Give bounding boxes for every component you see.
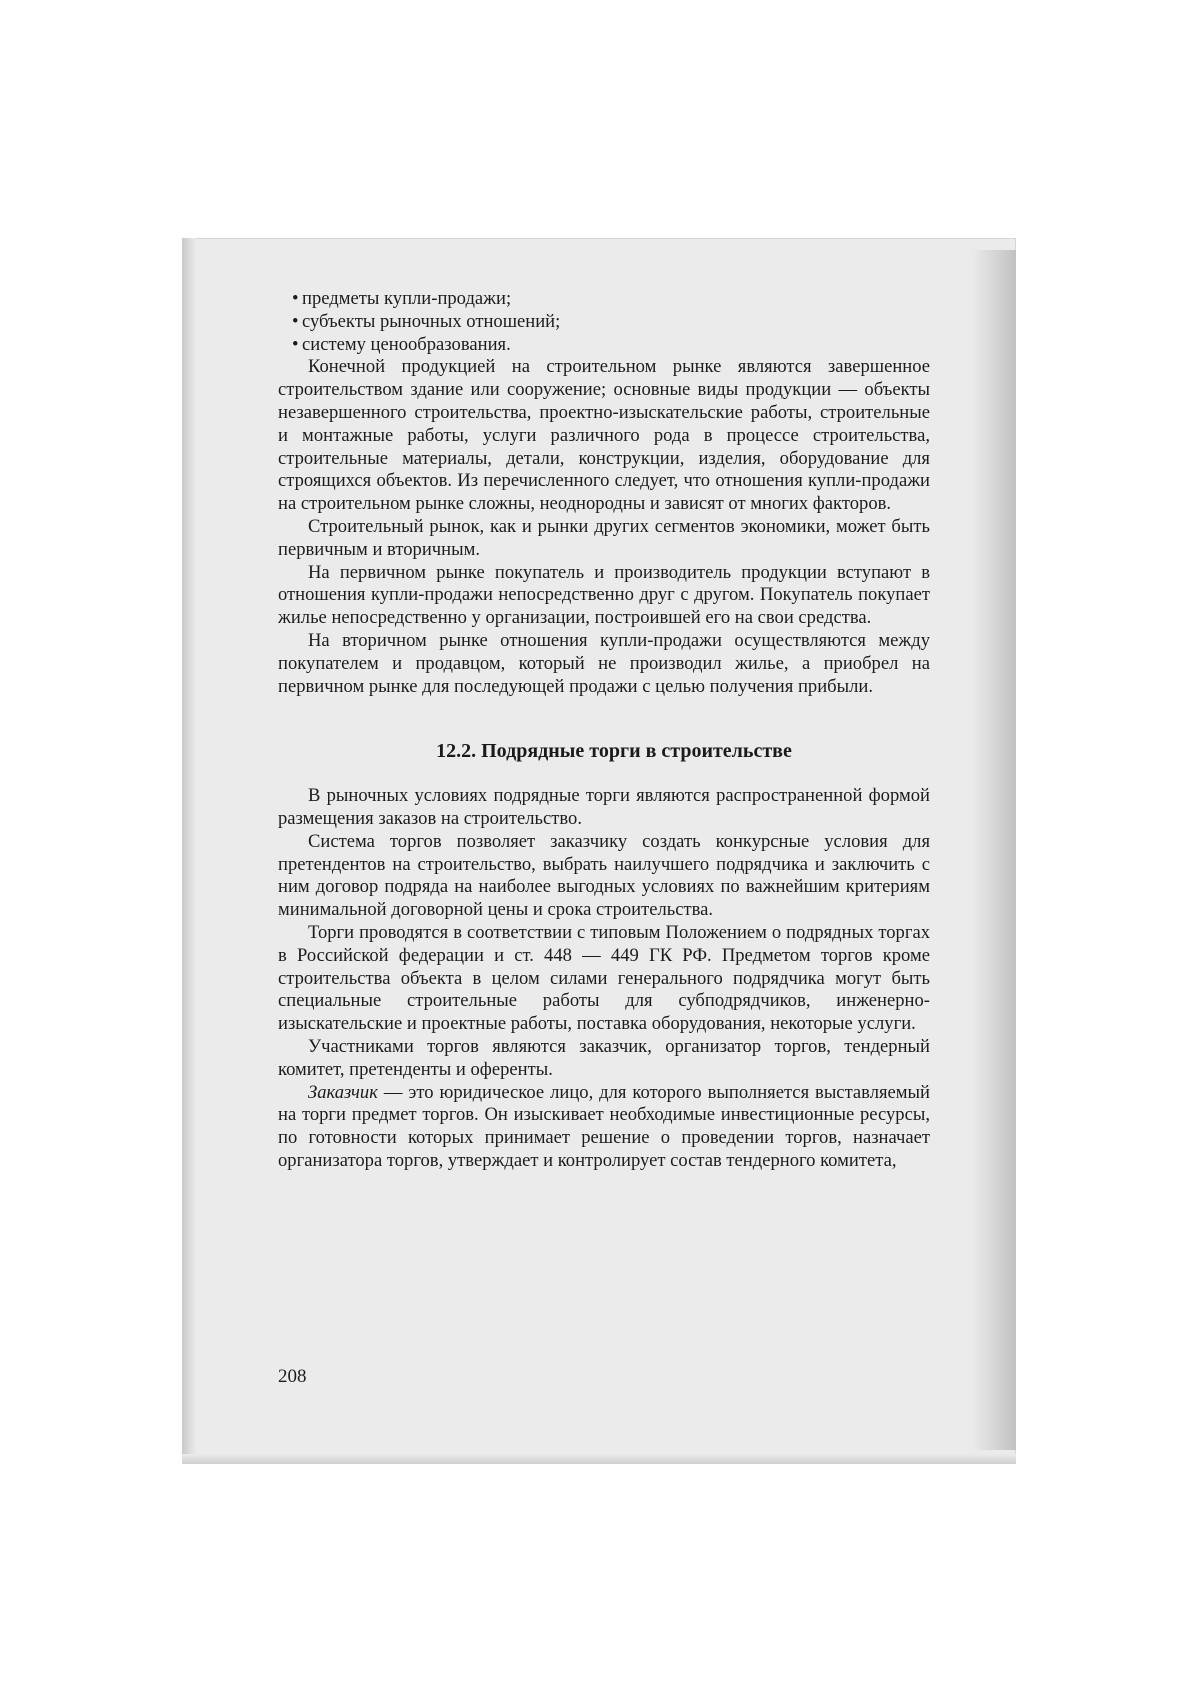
paragraph-primary-market: На первичном рынке покупатель и производитель продукции вступают в отношения купли-продажи непосредственно друг с другом. Покупатель покупает жилье непосредственно у организации, построившей его на свои средства. [278, 561, 930, 629]
bullet-list [278, 288, 930, 356]
bullet-text: систему ценообразования. [302, 333, 511, 355]
paragraph-market-types: Строительный рынок, как и рынки других сегментов экономики, может быть первичным и вторичным. [278, 515, 930, 560]
page-left-edge [182, 238, 196, 1464]
paragraph-tender-system: Система торгов позволяет заказчику создать конкурсные условия для претендентов на строительство, выбрать наилучшего подрядчика и заключить с ним договор подряда на наиболее выгодных условиях по важнейшим критериям минимальной договорной цены и срока строительства. [278, 830, 930, 921]
bullet-text: субъекты рыночных отношений; [302, 310, 561, 332]
scanned-page [182, 238, 1016, 1464]
paragraph-tender-regulation: Торги проводятся в соответствии с типовым Положением о подрядных торгах в Российской федерации и ст. 448 — 449 ГК РФ. Предметом торгов кроме строительства объекта в целом силами генерального подрядчика могут быть специальные строительные работы для субподрядчиков, инженерно-изыскательские и проектные работы, поставка оборудования, некоторые услуги. [278, 921, 930, 1035]
list-item [278, 334, 930, 357]
paragraph-secondary-market: На вторичном рынке отношения купли-продажи осуществляются между покупателем и продавцом, который не производил жилье, а приобрел на первичном рынке для последующей продажи с целью получения прибыли. [278, 629, 930, 697]
page-binding-shadow [972, 250, 1016, 1450]
paragraph-tenders-intro: В рыночных условиях подрядные торги являются распространенной формой размещения заказов на строительство. [278, 785, 930, 829]
section-heading: 12.2. Подрядные торги в строительстве [436, 740, 792, 763]
page-number: 208 [278, 1366, 307, 1387]
definition-text: — это юридическое лицо, для которого выполняется выставляемый на торги предмет торгов. Он изыскивает необходимые инвестиционные ресурсы, по готовности которых принимает решение о проведении торгов, назначает организатора торгов, утверждает и контролирует состав тендерного комитета, [278, 1081, 930, 1171]
paragraph-final-product: Конечной продукцией на строительном рынке являются завершенное строительством здание или сооружение; основные виды продукции — объекты незавершенного строительства, проектно-изыскательские работы, строительные и монтажные работы, услуги различного рода в процессе строительства, строительные материалы, детали, конструкции, изделия, оборудование для строящихся объектов. Из перечисленного следует, что отношения купли-продажи на строительном рынке сложны, неоднородны и зависят от многих факторов. [278, 356, 930, 515]
page-bottom-edge [182, 1454, 1016, 1464]
list-item [278, 311, 930, 334]
bullet-text: предметы купли-продажи; [302, 288, 512, 309]
defined-term: Заказчик [308, 1081, 378, 1103]
paragraph-customer-definition [278, 1082, 930, 1173]
paragraph-tender-participants: Участниками торгов являются заказчик, организатор торгов, тендерный комитет, претенденты и оференты. [278, 1035, 930, 1080]
list-item [278, 288, 930, 311]
page-body [278, 288, 930, 1173]
